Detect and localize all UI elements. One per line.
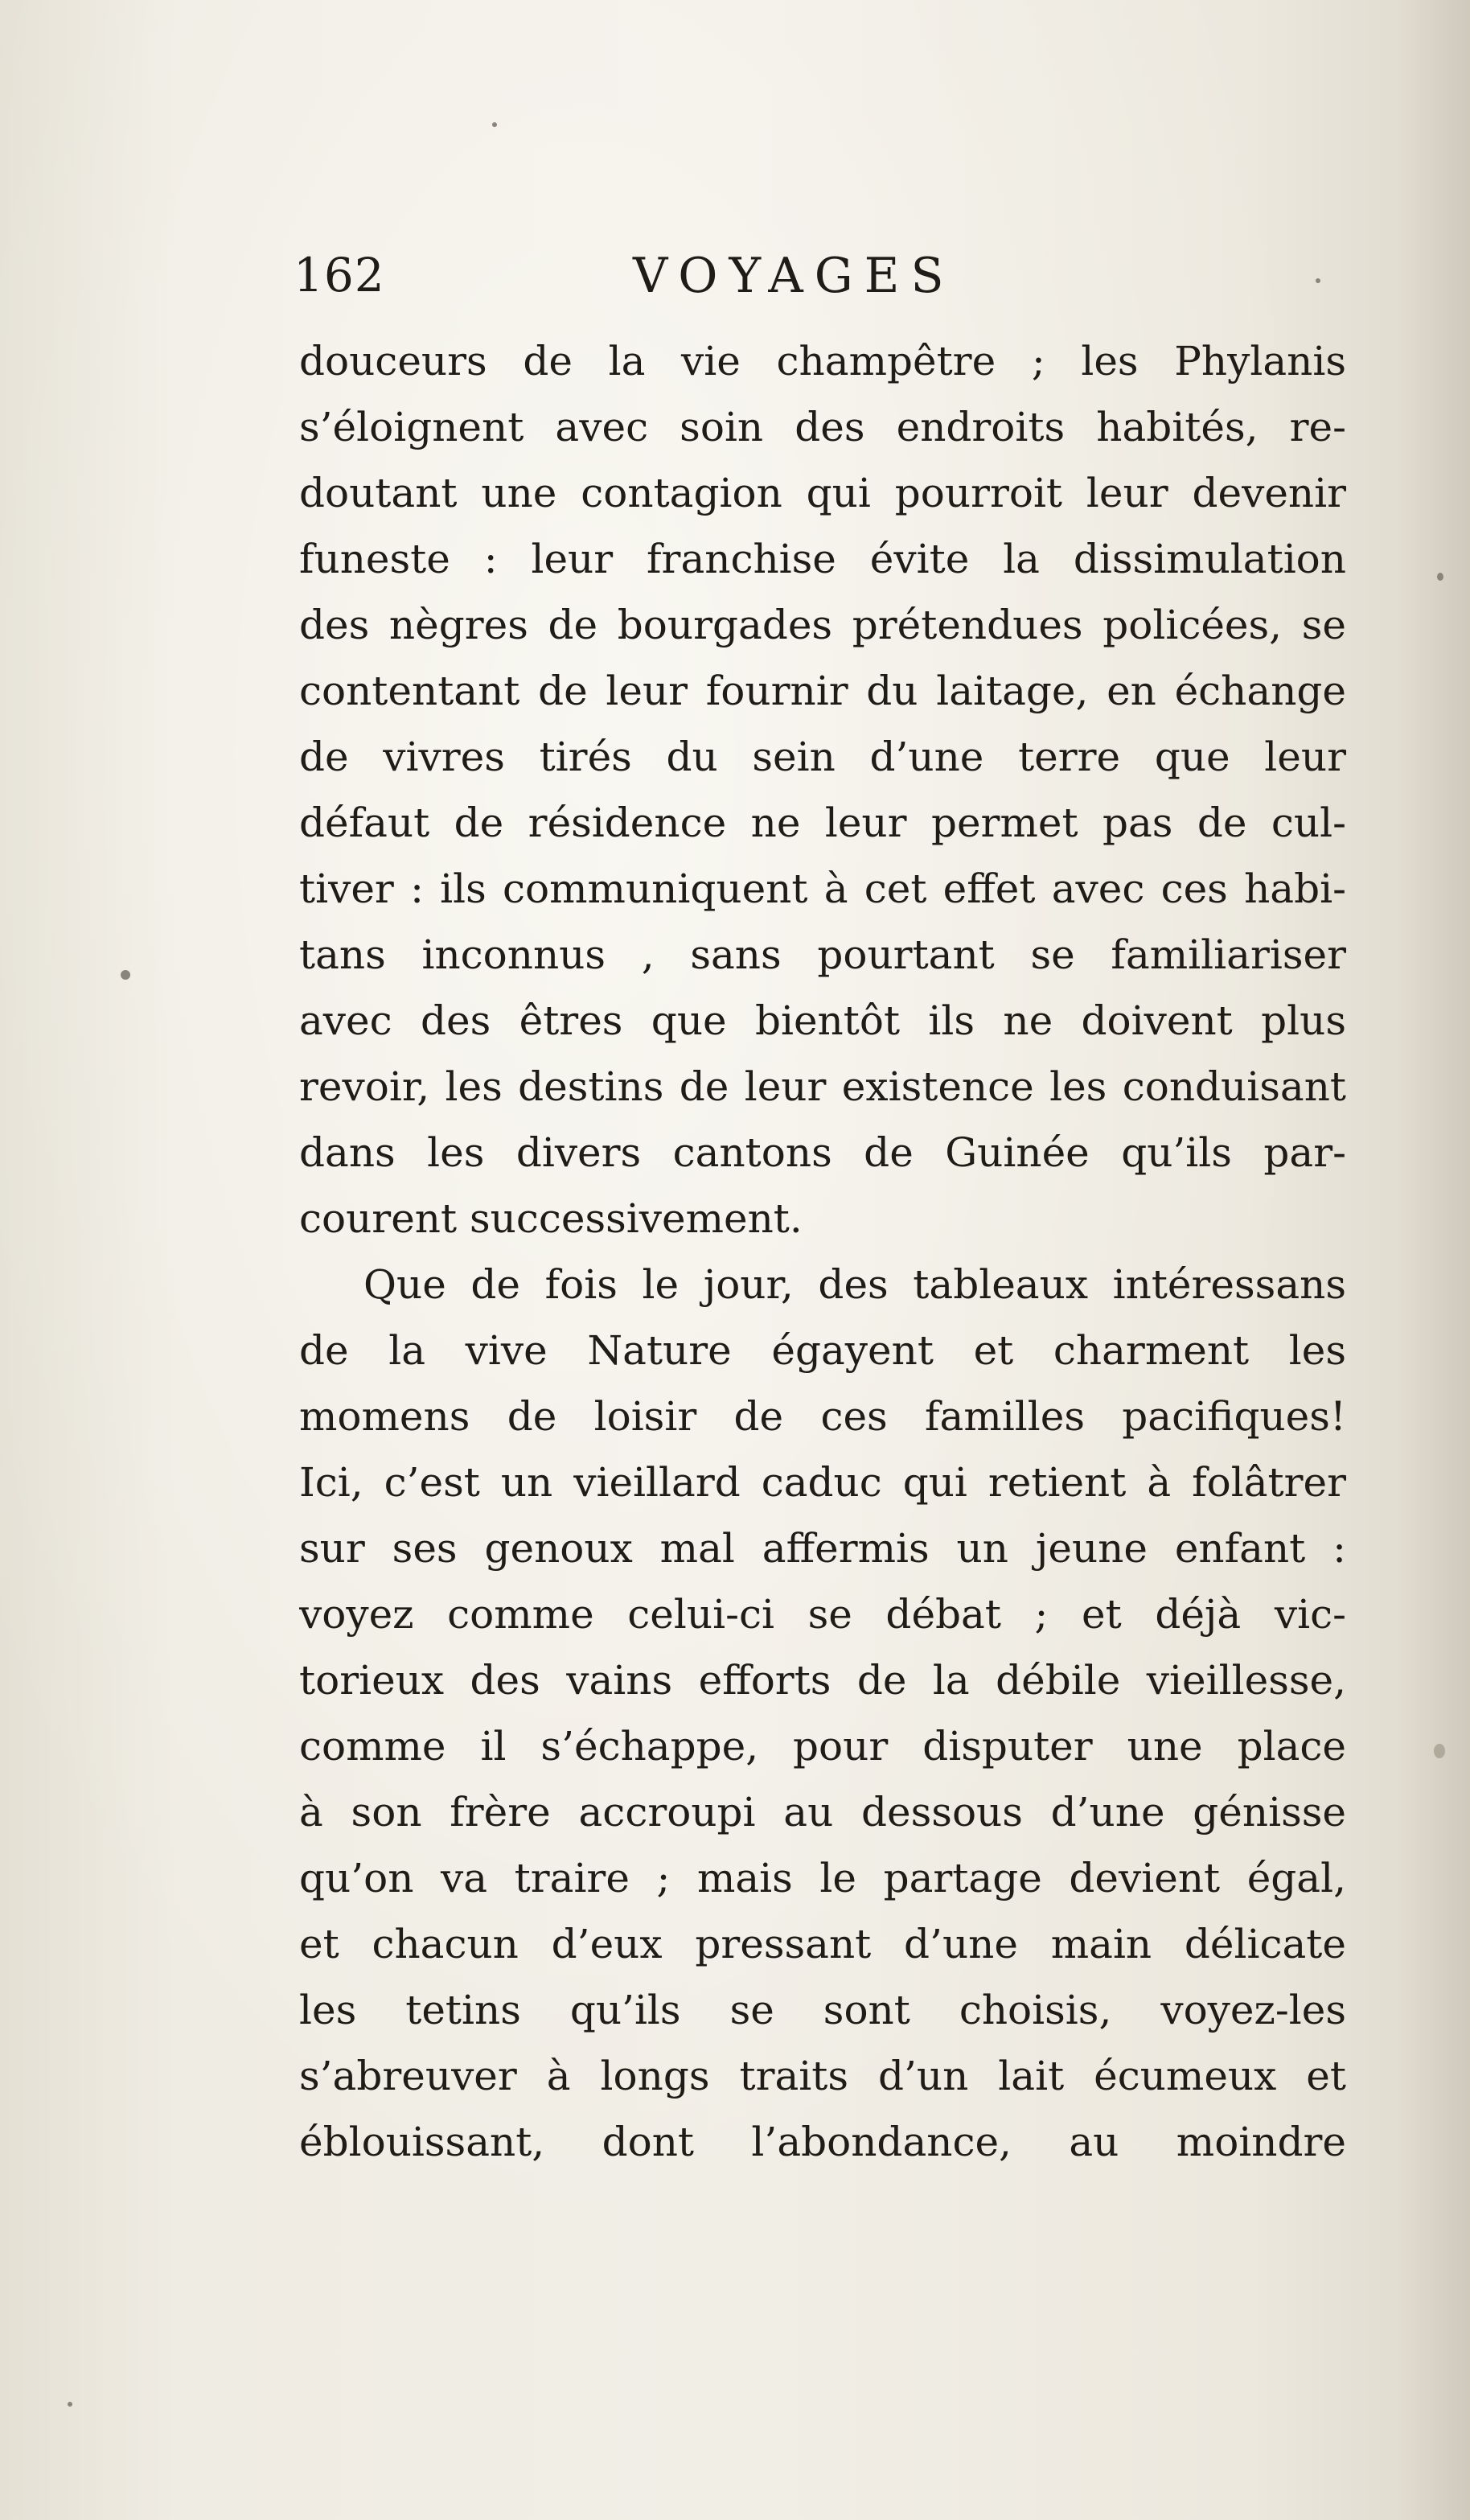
text-line: contentant de leur fournir du laitage, en échange [299,668,1346,714]
paper-speck [68,2402,72,2407]
text-line: défaut de résidence ne leur permet pas de cul- [299,800,1346,846]
text-line: momens de loisir de ces familles pacifiques! [299,1393,1346,1440]
page-header [294,241,1339,306]
text-line: sur ses genoux mal affermis un jeune enfant : [299,1525,1346,1572]
text-line: éblouissant, dont l’abondance, au moindre [299,2119,1346,2165]
running-title: VOYAGES [633,248,955,304]
text-line: avec des êtres que bientôt ils ne doivent plus [299,997,1346,1044]
text-line: torieux des vains efforts de la débile vieillesse, [299,1657,1346,1704]
text-line: à son frère accroupi au dessous d’une génisse [299,1789,1346,1836]
paragraph-start-line: Que de fois le jour, des tableaux intéressans [363,1261,1346,1308]
text-line: et chacun d’eux pressant d’une main délicate [299,1921,1346,1967]
body-text [299,328,1346,2175]
text-line: s’éloignent avec soin des endroits habités, re- [299,404,1346,450]
text-line: s’abreuver à longs traits d’un lait écumeux et [299,2053,1346,2099]
text-line: tans inconnus , sans pourtant se familiariser [299,931,1346,978]
text-line: voyez comme celui-ci se débat ; et déjà vic- [299,1591,1346,1638]
text-line: funeste : leur franchise évite la dissimulation [299,536,1346,582]
text-line: dans les divers cantons de Guinée qu’ils par- [299,1129,1346,1176]
paper-speck [1434,1744,1445,1758]
text-line: les tetins qu’ils se sont choisis, voyez-les [299,1987,1346,2033]
text-line: qu’on va traire ; mais le partage devient égal, [299,1855,1346,1901]
text-line: des nègres de bourgades prétendues policées, se [299,602,1346,648]
text-line: Ici, c’est un vieillard caduc qui retient à folâtrer [299,1459,1346,1506]
text-line: de la vive Nature égayent et charment les [299,1327,1346,1374]
paper-speck [121,970,130,980]
text-line: de vivres tirés du sein d’une terre que leur [299,734,1346,780]
page-gutter-shadow [1398,0,1470,2520]
text-line: douceurs de la vie champêtre ; les Phylanis [299,338,1346,384]
text-line: tiver : ils communiquent à cet effet avec ces habi- [299,865,1346,912]
page-number: 162 [294,248,385,302]
paper-speck [492,122,497,127]
paper-speck [1437,573,1443,581]
text-line: revoir, les destins de leur existence les conduisant [299,1063,1346,1110]
text-line: courent successivement. [299,1195,803,1242]
text-line: comme il s’échappe, pour disputer une place [299,1723,1346,1770]
text-line: doutant une contagion qui pourroit leur devenir [299,470,1346,516]
